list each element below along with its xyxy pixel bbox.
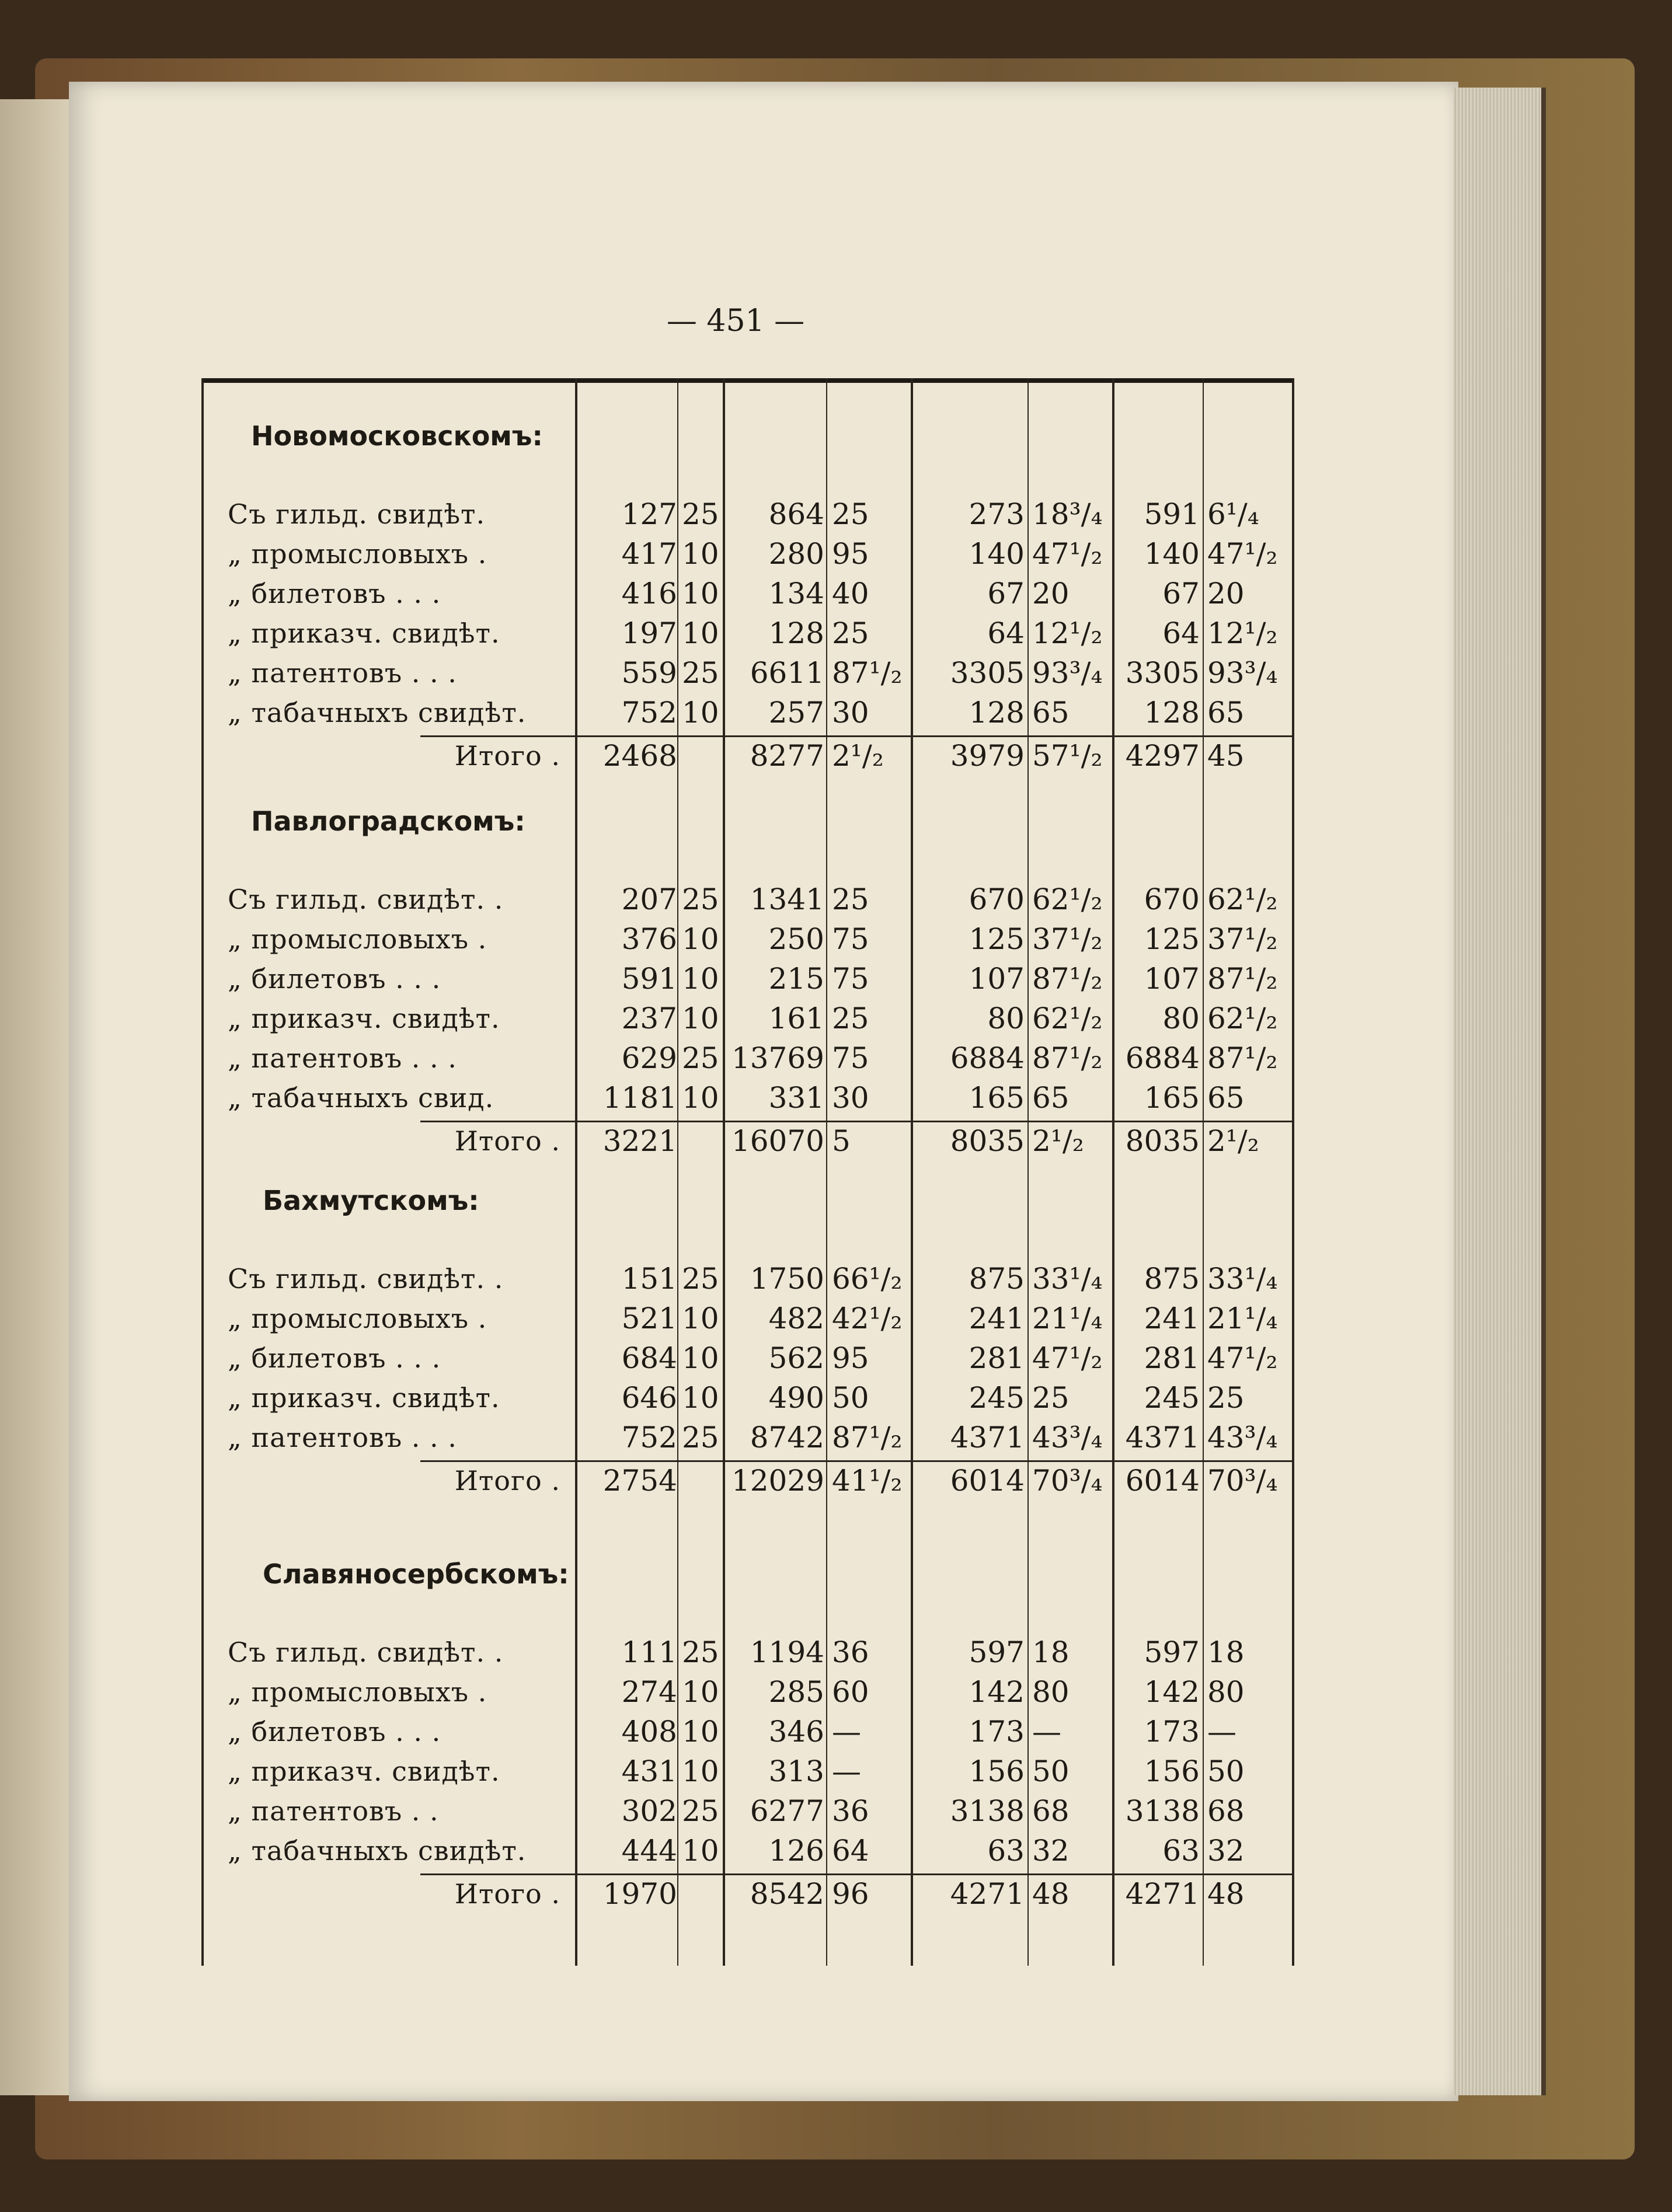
cell-a1: 752 bbox=[621, 1421, 677, 1454]
cell-b1: 126 bbox=[768, 1834, 824, 1868]
cell-a2: 10 bbox=[682, 1302, 719, 1335]
section-title: Новомосковскомъ: bbox=[251, 420, 543, 452]
cell-d2: 87¹/₂ bbox=[1207, 962, 1278, 996]
cell-d2: 12¹/₂ bbox=[1207, 616, 1278, 650]
cell-d2: 80 bbox=[1207, 1675, 1245, 1709]
table-row bbox=[204, 1419, 1296, 1456]
cell-d2: 43³/₄ bbox=[1207, 1421, 1278, 1454]
row-label: „ приказч. свидѣт. bbox=[228, 1003, 500, 1034]
cell-c1: 128 bbox=[969, 696, 1025, 730]
cell-d1: 128 bbox=[1144, 696, 1200, 730]
section-title: Павлоградскомъ: bbox=[251, 805, 525, 837]
cell-c1: 670 bbox=[969, 882, 1025, 916]
row-label: „ приказч. свидѣт. bbox=[228, 1756, 500, 1787]
total-cell-d2: 45 bbox=[1207, 739, 1245, 773]
cell-c2: 43³/₄ bbox=[1032, 1421, 1103, 1454]
cell-d1: 3138 bbox=[1125, 1794, 1200, 1828]
cell-b1: 1194 bbox=[750, 1635, 824, 1669]
cell-b1: 250 bbox=[768, 922, 824, 956]
cell-d2: 47¹/₂ bbox=[1207, 537, 1278, 571]
cell-a1: 197 bbox=[621, 616, 677, 650]
cell-d2: 33¹/₄ bbox=[1207, 1262, 1278, 1296]
table-top-rule bbox=[201, 378, 1293, 383]
cell-c1: 597 bbox=[969, 1635, 1025, 1669]
cell-b1: 864 bbox=[768, 497, 824, 531]
row-label: Съ гильд. свидѣт. . bbox=[228, 1637, 504, 1668]
table-row bbox=[204, 1300, 1296, 1337]
cell-b1: 215 bbox=[768, 962, 824, 996]
table-row bbox=[204, 1674, 1296, 1710]
cell-d2: 62¹/₂ bbox=[1207, 882, 1278, 916]
cell-d1: 173 bbox=[1144, 1715, 1200, 1749]
row-label: „ приказч. свидѣт. bbox=[228, 617, 500, 649]
cell-d1: 245 bbox=[1144, 1381, 1200, 1415]
cell-d2: 25 bbox=[1207, 1381, 1245, 1415]
table-row bbox=[204, 1753, 1296, 1789]
total-cell-a1: 1970 bbox=[602, 1877, 677, 1911]
table-row bbox=[204, 921, 1296, 957]
total-cell-c1: 6014 bbox=[950, 1464, 1025, 1498]
cell-c1: 80 bbox=[987, 1002, 1025, 1035]
cell-a2: 10 bbox=[682, 1715, 719, 1749]
row-label: „ промысловыхъ . bbox=[228, 538, 487, 570]
table-row bbox=[204, 881, 1296, 917]
cell-c2: 33¹/₄ bbox=[1032, 1262, 1103, 1296]
cell-c2: 47¹/₂ bbox=[1032, 1341, 1103, 1375]
cell-c1: 142 bbox=[969, 1675, 1025, 1709]
cell-c2: 32 bbox=[1032, 1834, 1070, 1868]
cell-a2: 10 bbox=[682, 922, 719, 956]
table-row bbox=[204, 1080, 1296, 1116]
row-label: „ билетовъ . . . bbox=[228, 578, 441, 609]
cell-d1: 125 bbox=[1144, 922, 1200, 956]
table-row bbox=[204, 655, 1296, 691]
cell-a2: 10 bbox=[682, 696, 719, 730]
cell-c2: — bbox=[1032, 1715, 1061, 1749]
table-row bbox=[204, 695, 1296, 731]
table-row bbox=[204, 1714, 1296, 1750]
total-row bbox=[204, 1876, 1296, 1912]
cell-c2: 65 bbox=[1032, 1081, 1070, 1115]
cell-a2: 25 bbox=[682, 1635, 719, 1669]
cell-a2: 25 bbox=[682, 1041, 719, 1075]
row-label: „ патентовъ . . . bbox=[228, 657, 457, 689]
cell-a1: 629 bbox=[621, 1041, 677, 1075]
total-cell-c1: 3979 bbox=[950, 739, 1025, 773]
page-number: — 451 — bbox=[666, 303, 805, 339]
cell-d1: 591 bbox=[1144, 497, 1200, 531]
cell-b2: 95 bbox=[832, 537, 869, 571]
total-cell-c2: 48 bbox=[1032, 1877, 1070, 1911]
cell-d2: 87¹/₂ bbox=[1207, 1041, 1278, 1075]
cell-b1: 6611 bbox=[750, 656, 824, 690]
cell-c1: 6884 bbox=[950, 1041, 1025, 1075]
row-label: Съ гильд. свидѣт. bbox=[228, 498, 486, 530]
cell-a2: 25 bbox=[682, 656, 719, 690]
cell-a2: 25 bbox=[682, 1421, 719, 1454]
cell-d1: 281 bbox=[1144, 1341, 1200, 1375]
section-title: Славяносербскомъ: bbox=[263, 1558, 569, 1590]
table-row bbox=[204, 1380, 1296, 1416]
cell-b1: 331 bbox=[768, 1081, 824, 1115]
cell-c2: 87¹/₂ bbox=[1032, 1041, 1103, 1075]
cell-d1: 140 bbox=[1144, 537, 1200, 571]
cell-b1: 6277 bbox=[750, 1794, 824, 1828]
cell-c2: 93³/₄ bbox=[1032, 656, 1103, 690]
row-label: „ табачныхъ свид. bbox=[228, 1082, 494, 1114]
cell-a1: 416 bbox=[621, 577, 677, 610]
total-cell-d1: 6014 bbox=[1125, 1464, 1200, 1498]
cell-a1: 111 bbox=[621, 1635, 677, 1669]
cell-a1: 591 bbox=[621, 962, 677, 996]
cell-d2: 21¹/₄ bbox=[1207, 1302, 1278, 1335]
cell-b2: 25 bbox=[832, 497, 869, 531]
cell-d2: 50 bbox=[1207, 1754, 1245, 1788]
cell-a1: 151 bbox=[621, 1262, 677, 1296]
cell-b1: 562 bbox=[768, 1341, 824, 1375]
cell-c2: 80 bbox=[1032, 1675, 1070, 1709]
cell-c1: 165 bbox=[969, 1081, 1025, 1115]
cell-d2: — bbox=[1207, 1715, 1236, 1749]
total-cell-c2: 57¹/₂ bbox=[1032, 739, 1103, 773]
row-label: Съ гильд. свидѣт. . bbox=[228, 1263, 504, 1295]
total-row bbox=[204, 1123, 1296, 1159]
cell-b2: 36 bbox=[832, 1794, 869, 1828]
cell-a1: 559 bbox=[621, 656, 677, 690]
cell-a2: 25 bbox=[682, 497, 719, 531]
section-title: Бахмутскомъ: bbox=[263, 1185, 479, 1216]
cell-c1: 63 bbox=[987, 1834, 1025, 1868]
cell-c1: 241 bbox=[969, 1302, 1025, 1335]
total-cell-b2: 2¹/₂ bbox=[832, 739, 884, 773]
row-label: „ промысловыхъ . bbox=[228, 1676, 487, 1708]
cell-a1: 376 bbox=[621, 922, 677, 956]
table-row bbox=[204, 1261, 1296, 1297]
cell-c1: 173 bbox=[969, 1715, 1025, 1749]
cell-a2: 10 bbox=[682, 537, 719, 571]
cell-b1: 161 bbox=[768, 1002, 824, 1035]
cell-a2: 10 bbox=[682, 1081, 719, 1115]
cell-b2: 60 bbox=[832, 1675, 869, 1709]
row-label: „ приказч. свидѣт. bbox=[228, 1382, 500, 1414]
total-label: Итого . bbox=[454, 740, 560, 772]
total-cell-c1: 4271 bbox=[950, 1877, 1025, 1911]
total-rule bbox=[420, 1460, 575, 1462]
total-cell-d1: 4271 bbox=[1125, 1877, 1200, 1911]
row-label: „ билетовъ . . . bbox=[228, 1342, 441, 1374]
cell-d1: 156 bbox=[1144, 1754, 1200, 1788]
row-label: „ патентовъ . . . bbox=[228, 1042, 457, 1074]
table-row bbox=[204, 961, 1296, 997]
cell-b1: 257 bbox=[768, 696, 824, 730]
cell-d1: 241 bbox=[1144, 1302, 1200, 1335]
cell-b2: 50 bbox=[832, 1381, 869, 1415]
total-rule bbox=[420, 1873, 575, 1875]
cell-c2: 18³/₄ bbox=[1032, 497, 1103, 531]
cell-c2: 21¹/₄ bbox=[1032, 1302, 1103, 1335]
cell-d1: 875 bbox=[1144, 1262, 1200, 1296]
table-row bbox=[204, 1000, 1296, 1037]
cell-d1: 3305 bbox=[1125, 656, 1200, 690]
cell-c2: 65 bbox=[1032, 696, 1070, 730]
cell-d1: 165 bbox=[1144, 1081, 1200, 1115]
cell-a2: 10 bbox=[682, 1341, 719, 1375]
cell-a2: 10 bbox=[682, 577, 719, 610]
total-cell-b2: 5 bbox=[832, 1124, 851, 1158]
cell-b1: 280 bbox=[768, 537, 824, 571]
total-rule bbox=[420, 735, 575, 737]
cell-b1: 285 bbox=[768, 1675, 824, 1709]
cell-d1: 597 bbox=[1144, 1635, 1200, 1669]
cell-b2: — bbox=[832, 1754, 861, 1788]
cell-b2: 25 bbox=[832, 1002, 869, 1035]
cell-a2: 25 bbox=[682, 1794, 719, 1828]
cell-a2: 10 bbox=[682, 1675, 719, 1709]
total-rule bbox=[420, 1121, 575, 1122]
cell-b2: 40 bbox=[832, 577, 869, 610]
cell-b2: 64 bbox=[832, 1834, 869, 1868]
cell-c2: 50 bbox=[1032, 1754, 1070, 1788]
total-cell-d1: 8035 bbox=[1125, 1124, 1200, 1158]
total-cell-c1: 8035 bbox=[950, 1124, 1025, 1158]
table-left-rule bbox=[201, 378, 204, 1966]
total-label: Итого . bbox=[454, 1465, 560, 1496]
cell-d2: 62¹/₂ bbox=[1207, 1002, 1278, 1035]
cell-d1: 67 bbox=[1162, 577, 1200, 610]
table-row bbox=[204, 496, 1296, 532]
total-cell-d2: 48 bbox=[1207, 1877, 1245, 1911]
cell-d2: 6¹/₄ bbox=[1207, 497, 1259, 531]
total-rule bbox=[575, 1121, 1292, 1122]
cell-d1: 63 bbox=[1162, 1834, 1200, 1868]
cell-d1: 670 bbox=[1144, 882, 1200, 916]
total-cell-d2: 2¹/₂ bbox=[1207, 1124, 1259, 1158]
cell-d2: 65 bbox=[1207, 1081, 1245, 1115]
row-label: Съ гильд. свидѣт. . bbox=[228, 884, 504, 915]
cell-d1: 80 bbox=[1162, 1002, 1200, 1035]
cell-a2: 10 bbox=[682, 962, 719, 996]
cell-b1: 1341 bbox=[750, 882, 824, 916]
cell-c2: 12¹/₂ bbox=[1032, 616, 1103, 650]
cell-b1: 8742 bbox=[750, 1421, 824, 1454]
facing-page-edge bbox=[0, 99, 70, 2095]
total-cell-b2: 41¹/₂ bbox=[832, 1464, 903, 1498]
cell-c1: 245 bbox=[969, 1381, 1025, 1415]
row-label: „ промысловыхъ . bbox=[228, 1303, 487, 1334]
cell-c2: 87¹/₂ bbox=[1032, 962, 1103, 996]
cell-d1: 4371 bbox=[1125, 1421, 1200, 1454]
total-label: Итого . bbox=[454, 1878, 560, 1910]
cell-b1: 482 bbox=[768, 1302, 824, 1335]
total-cell-c2: 70³/₄ bbox=[1032, 1464, 1103, 1498]
row-label: „ промысловыхъ . bbox=[228, 923, 487, 955]
cell-c1: 4371 bbox=[950, 1421, 1025, 1454]
cell-a1: 417 bbox=[621, 537, 677, 571]
cell-a2: 10 bbox=[682, 1834, 719, 1868]
cell-b2: 75 bbox=[832, 962, 869, 996]
cell-a1: 646 bbox=[621, 1381, 677, 1415]
cell-d1: 107 bbox=[1144, 962, 1200, 996]
cell-c2: 62¹/₂ bbox=[1032, 882, 1103, 916]
total-cell-b1: 8542 bbox=[750, 1877, 824, 1911]
cell-a1: 207 bbox=[621, 882, 677, 916]
cell-d2: 65 bbox=[1207, 696, 1245, 730]
table-row bbox=[204, 536, 1296, 572]
table-row bbox=[204, 1833, 1296, 1869]
cell-a1: 521 bbox=[621, 1302, 677, 1335]
cell-d2: 37¹/₂ bbox=[1207, 922, 1278, 956]
cell-b2: 66¹/₂ bbox=[832, 1262, 903, 1296]
cell-c2: 25 bbox=[1032, 1381, 1070, 1415]
cell-a1: 684 bbox=[621, 1341, 677, 1375]
cell-d1: 64 bbox=[1162, 616, 1200, 650]
cell-a1: 431 bbox=[621, 1754, 677, 1788]
table-row bbox=[204, 1634, 1296, 1670]
cell-b2: 95 bbox=[832, 1341, 869, 1375]
row-label: „ табачныхъ свидѣт. bbox=[228, 697, 527, 728]
cell-a1: 408 bbox=[621, 1715, 677, 1749]
cell-b1: 13769 bbox=[731, 1041, 824, 1075]
cell-c1: 156 bbox=[969, 1754, 1025, 1788]
page-edges bbox=[1454, 88, 1546, 2095]
total-cell-b1: 12029 bbox=[731, 1464, 824, 1498]
cell-c1: 3305 bbox=[950, 656, 1025, 690]
cell-c2: 47¹/₂ bbox=[1032, 537, 1103, 571]
cell-d2: 68 bbox=[1207, 1794, 1245, 1828]
total-cell-d2: 70³/₄ bbox=[1207, 1464, 1278, 1498]
cell-a1: 274 bbox=[621, 1675, 677, 1709]
cell-a1: 237 bbox=[621, 1002, 677, 1035]
cell-a1: 127 bbox=[621, 497, 677, 531]
cell-b2: 36 bbox=[832, 1635, 869, 1669]
cell-a1: 752 bbox=[621, 696, 677, 730]
total-rule bbox=[575, 1460, 1292, 1462]
cell-a1: 1181 bbox=[602, 1081, 677, 1115]
table-row bbox=[204, 615, 1296, 651]
cell-a2: 25 bbox=[682, 1262, 719, 1296]
total-cell-b1: 8277 bbox=[750, 739, 824, 773]
row-label: „ патентовъ . . bbox=[228, 1795, 439, 1827]
cell-a2: 10 bbox=[682, 1381, 719, 1415]
total-row bbox=[204, 1463, 1296, 1499]
table-row bbox=[204, 1793, 1296, 1829]
total-cell-a1: 2754 bbox=[602, 1464, 677, 1498]
row-label: „ билетовъ . . . bbox=[228, 963, 441, 995]
row-label: „ патентовъ . . . bbox=[228, 1422, 457, 1453]
cell-c2: 68 bbox=[1032, 1794, 1070, 1828]
cell-c1: 67 bbox=[987, 577, 1025, 610]
cell-c1: 875 bbox=[969, 1262, 1025, 1296]
row-label: „ билетовъ . . . bbox=[228, 1716, 441, 1747]
cell-a2: 10 bbox=[682, 616, 719, 650]
cell-b2: 25 bbox=[832, 616, 869, 650]
total-cell-d1: 4297 bbox=[1125, 739, 1200, 773]
cell-a1: 302 bbox=[621, 1794, 677, 1828]
cell-c1: 273 bbox=[969, 497, 1025, 531]
cell-b1: 346 bbox=[768, 1715, 824, 1749]
cell-c2: 62¹/₂ bbox=[1032, 1002, 1103, 1035]
cell-b1: 128 bbox=[768, 616, 824, 650]
total-cell-c2: 2¹/₂ bbox=[1032, 1124, 1084, 1158]
cell-c2: 18 bbox=[1032, 1635, 1070, 1669]
total-row bbox=[204, 738, 1296, 774]
cell-c2: 37¹/₂ bbox=[1032, 922, 1103, 956]
cell-b2: 75 bbox=[832, 1041, 869, 1075]
total-cell-b1: 16070 bbox=[731, 1124, 824, 1158]
cell-c1: 64 bbox=[987, 616, 1025, 650]
cell-c1: 281 bbox=[969, 1341, 1025, 1375]
cell-b2: 75 bbox=[832, 922, 869, 956]
cell-d1: 142 bbox=[1144, 1675, 1200, 1709]
total-cell-b2: 96 bbox=[832, 1877, 869, 1911]
cell-d2: 93³/₄ bbox=[1207, 656, 1278, 690]
cell-c1: 3138 bbox=[950, 1794, 1025, 1828]
cell-b2: 87¹/₂ bbox=[832, 656, 903, 690]
cell-a2: 10 bbox=[682, 1002, 719, 1035]
cell-b1: 134 bbox=[768, 577, 824, 610]
cell-b1: 1750 bbox=[750, 1262, 824, 1296]
total-cell-a1: 3221 bbox=[602, 1124, 677, 1158]
total-cell-a1: 2468 bbox=[602, 739, 677, 773]
cell-d1: 6884 bbox=[1125, 1041, 1200, 1075]
cell-b1: 490 bbox=[768, 1381, 824, 1415]
cell-b2: 25 bbox=[832, 882, 869, 916]
cell-c2: 20 bbox=[1032, 577, 1070, 610]
cell-c1: 107 bbox=[969, 962, 1025, 996]
cell-b2: — bbox=[832, 1715, 861, 1749]
table-row bbox=[204, 1340, 1296, 1376]
cell-d2: 20 bbox=[1207, 577, 1245, 610]
cell-a2: 25 bbox=[682, 882, 719, 916]
cell-b2: 30 bbox=[832, 696, 869, 730]
cell-c1: 125 bbox=[969, 922, 1025, 956]
cell-d2: 47¹/₂ bbox=[1207, 1341, 1278, 1375]
cell-a2: 10 bbox=[682, 1754, 719, 1788]
cell-b2: 87¹/₂ bbox=[832, 1421, 903, 1454]
total-rule bbox=[575, 735, 1292, 737]
table-row bbox=[204, 575, 1296, 612]
row-label: „ табачныхъ свидѣт. bbox=[228, 1835, 527, 1866]
cell-d2: 18 bbox=[1207, 1635, 1245, 1669]
cell-b2: 42¹/₂ bbox=[832, 1302, 903, 1335]
cell-b2: 30 bbox=[832, 1081, 869, 1115]
cell-c1: 140 bbox=[969, 537, 1025, 571]
total-rule bbox=[575, 1873, 1292, 1875]
cell-b1: 313 bbox=[768, 1754, 824, 1788]
table-row bbox=[204, 1040, 1296, 1076]
cell-d2: 32 bbox=[1207, 1834, 1245, 1868]
total-label: Итого . bbox=[454, 1125, 560, 1157]
cell-a1: 444 bbox=[621, 1834, 677, 1868]
